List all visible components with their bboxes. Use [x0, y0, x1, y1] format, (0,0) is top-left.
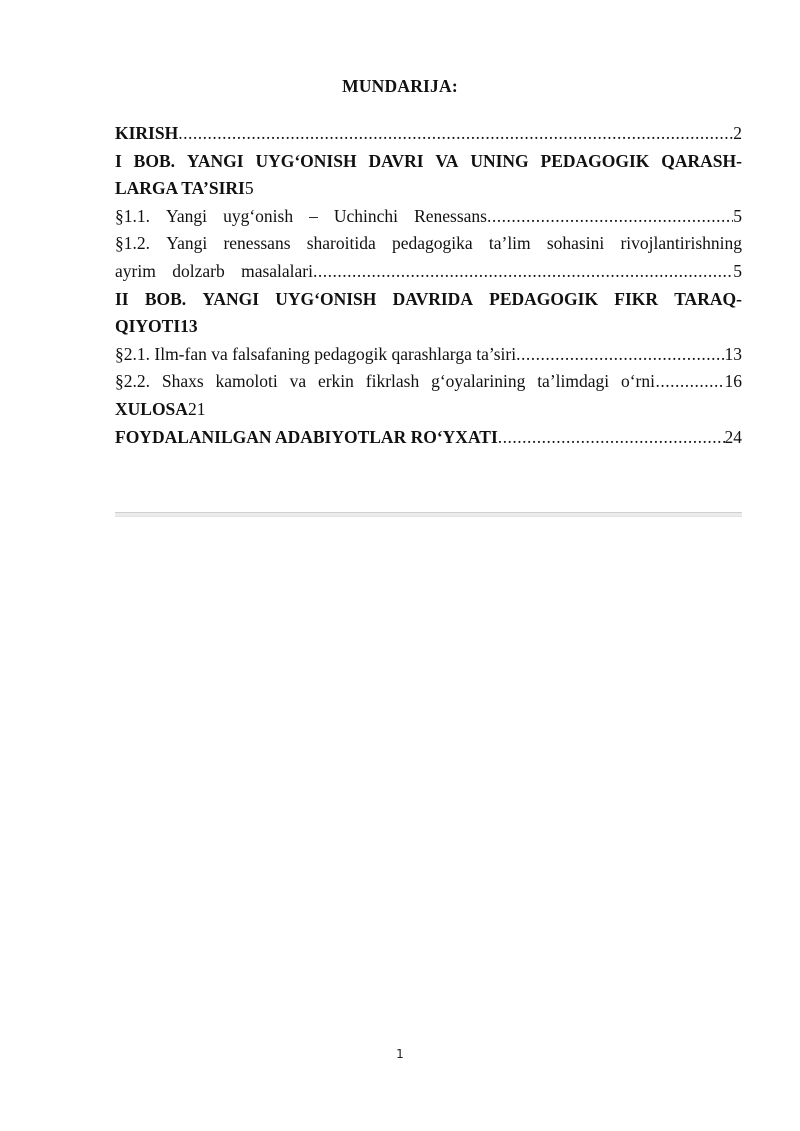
toc-word: BOB.: [133, 150, 176, 171]
toc-entry-bob1-line1[interactable]: [115, 148, 742, 176]
toc-word: fikrlash: [365, 371, 420, 392]
toc-entry-kirish[interactable]: [115, 120, 742, 148]
toc-word: rivojlantirishning: [620, 233, 742, 254]
toc-entry-label: [115, 203, 487, 231]
toc-word: §1.1.: [115, 205, 150, 226]
dot-leader: [178, 120, 733, 148]
toc-word: dolzarb: [172, 260, 225, 281]
toc-word: BOB.: [144, 288, 187, 309]
table-of-contents: [115, 120, 742, 451]
toc-word: II: [115, 288, 129, 309]
page-number: 1: [396, 1047, 404, 1061]
toc-entry-label: [115, 368, 655, 396]
toc-entry-page: 5: [733, 260, 742, 281]
toc-word: Shaxs: [161, 371, 204, 392]
toc-entry-s11[interactable]: [115, 203, 742, 231]
toc-word: ayrim: [115, 260, 156, 281]
toc-entry-s12-line1[interactable]: [115, 230, 742, 258]
toc-word: masalalari: [241, 260, 313, 281]
toc-entry-s21[interactable]: [115, 341, 742, 369]
toc-word: Renessans: [414, 205, 487, 226]
toc-word: –: [309, 205, 318, 226]
horizontal-rule: [115, 512, 742, 517]
toc-word: UYG‘ONISH: [275, 288, 377, 309]
toc-entry-adabiyotlar[interactable]: [115, 424, 742, 452]
toc-entry-s22[interactable]: [115, 368, 742, 396]
page-title: MUNDARIJA:: [342, 76, 458, 96]
toc-word: YANGI: [186, 150, 244, 171]
toc-word: PEDAGOGIK: [540, 150, 650, 171]
toc-word: sohasini: [546, 233, 605, 254]
toc-word: I: [115, 150, 122, 171]
toc-word: TARAQ-: [674, 288, 742, 309]
toc-word: UNING: [470, 150, 529, 171]
toc-word: Yangi: [166, 205, 208, 226]
toc-word: DAVRI: [368, 150, 424, 171]
toc-entry-page: 21: [187, 398, 206, 419]
toc-word: o‘rni: [620, 371, 655, 392]
toc-word: g‘oyalarining: [431, 371, 526, 392]
toc-word: Yangi: [166, 233, 208, 254]
toc-word: PEDAGOGIK: [489, 288, 599, 309]
toc-word: erkin: [317, 371, 354, 392]
toc-word: QARASH-: [661, 150, 742, 171]
toc-entry-label: QIYOTI: [115, 316, 181, 337]
toc-entry-page: 13: [180, 316, 198, 337]
toc-word: YANGI: [202, 288, 260, 309]
toc-entry-label: §2.1. Ilm-fan va falsafaning pedagogik qarashlarga ta’siri: [115, 343, 517, 364]
toc-word: ta’lim: [488, 233, 531, 254]
toc-word: §2.2.: [115, 371, 150, 392]
toc-entry-label: XULOSA: [115, 398, 188, 419]
toc-entry-bob2-line2[interactable]: [115, 313, 742, 341]
toc-entry-page: 5: [733, 205, 742, 226]
toc-entry-label: KIRISH: [115, 123, 179, 143]
toc-word: sharoitida: [306, 233, 376, 254]
toc-entry-page: 13: [724, 343, 742, 364]
toc-word: pedagogika: [391, 233, 473, 254]
toc-word: kamoloti: [215, 371, 278, 392]
toc-entry-page: 16: [724, 371, 742, 392]
dot-leader: [656, 368, 725, 396]
toc-word: §1.2.: [115, 233, 150, 254]
dot-leader: [498, 424, 725, 452]
toc-word: renessans: [223, 233, 291, 254]
toc-word: Uchinchi: [333, 205, 399, 226]
toc-entry-xulosa[interactable]: [115, 396, 742, 424]
toc-word: UYG‘ONISH: [255, 150, 357, 171]
dot-leader: [516, 341, 724, 369]
toc-entry-page: 24: [724, 426, 742, 447]
toc-entry-s12-line2[interactable]: [115, 258, 742, 286]
toc-word: VA: [435, 150, 459, 171]
dot-leader: [313, 258, 733, 286]
toc-entry-bob2-line1[interactable]: [115, 286, 742, 314]
toc-word: va: [289, 371, 307, 392]
toc-entry-page: 2: [733, 123, 742, 143]
toc-word: ta’limdagi: [537, 371, 610, 392]
toc-word: DAVRIDA: [392, 288, 473, 309]
toc-entry-label: FOYDALANILGAN ADABIYOTLAR RO‘YXATI: [115, 426, 498, 447]
toc-entry-bob1-line2[interactable]: [115, 175, 742, 203]
toc-entry-label: LARGA TA’SIRI: [115, 178, 245, 199]
toc-entry-label: [115, 258, 313, 286]
dot-leader: [487, 203, 733, 231]
toc-word: FIKR: [614, 288, 658, 309]
toc-entry-page: 5: [244, 178, 254, 199]
toc-word: uyg‘onish: [223, 205, 294, 226]
